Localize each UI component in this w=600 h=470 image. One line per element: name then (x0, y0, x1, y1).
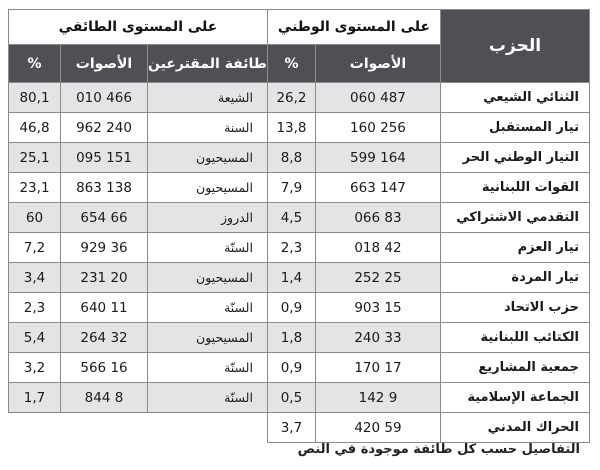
sect-cell: المسيحيون (148, 323, 268, 353)
national-percent-cell: 26,2 (267, 83, 315, 113)
sectarian-votes-cell: 466 010 (61, 83, 148, 113)
sectarian-percent-cell: 23,1 (9, 173, 61, 203)
party-column-header: الحزب (440, 10, 589, 83)
national-votes-header: الأصوات (315, 45, 440, 83)
sectarian-votes-cell: 66 654 (61, 203, 148, 233)
sect-cell: السنّة (148, 353, 268, 383)
sect-cell: المسيحيون (148, 143, 268, 173)
national-votes-cell: 487 060 (315, 83, 440, 113)
table-row (9, 353, 590, 383)
sectarian-percent-cell: 7,2 (9, 233, 61, 263)
sect-cell: المسيحيون (148, 263, 268, 293)
sect-cell: السنة (148, 113, 268, 143)
party-name-cell: الثنائي الشيعي (440, 83, 589, 113)
party-name-cell: الكتائب اللبنانية (440, 323, 589, 353)
national-votes-cell: 59 420 (315, 413, 440, 443)
table-row (9, 323, 590, 353)
party-name-cell: تيار المردة (440, 263, 589, 293)
table-row (9, 293, 590, 323)
national-level-header: على المستوى الوطني (267, 10, 440, 45)
table-row (9, 173, 590, 203)
sect-cell (148, 413, 268, 443)
party-name-cell: الجماعة الإسلامية (440, 383, 589, 413)
table-row (9, 413, 590, 443)
party-name-cell: تيار المستقبل (440, 113, 589, 143)
sectarian-votes-cell (61, 413, 148, 443)
table-row (9, 143, 590, 173)
sect-cell: السنّة (148, 233, 268, 263)
sect-cell: الشيعة (148, 83, 268, 113)
national-percent-cell: 0,9 (267, 293, 315, 323)
national-percent-cell: 2,3 (267, 233, 315, 263)
sectarian-percent-cell: 5,4 (9, 323, 61, 353)
sect-cell: المسيحيون (148, 173, 268, 203)
sectarian-percent-cell: 60 (9, 203, 61, 233)
results-table (8, 9, 590, 443)
sectarian-votes-cell: 36 929 (61, 233, 148, 263)
sect-cell: السنّة (148, 383, 268, 413)
national-percent-cell: 1,4 (267, 263, 315, 293)
sectarian-percent-cell (9, 413, 61, 443)
table-row (9, 113, 590, 143)
sectarian-votes-header: الأصوات (61, 45, 148, 83)
party-name-cell: حزب الاتحاد (440, 293, 589, 323)
table-row (9, 233, 590, 263)
sectarian-votes-cell: 32 264 (61, 323, 148, 353)
sectarian-votes-cell: 151 095 (61, 143, 148, 173)
national-votes-cell: 256 160 (315, 113, 440, 143)
sectarian-votes-cell: 8 844 (61, 383, 148, 413)
table-row (9, 203, 590, 233)
sectarian-votes-cell: 20 231 (61, 263, 148, 293)
sectarian-percent-cell: 2,3 (9, 293, 61, 323)
sectarian-votes-cell: 138 863 (61, 173, 148, 203)
national-votes-cell: 17 170 (315, 353, 440, 383)
results-body (9, 83, 590, 443)
national-votes-cell: 147 663 (315, 173, 440, 203)
national-votes-cell: 42 018 (315, 233, 440, 263)
sectarian-percent-cell: 3,2 (9, 353, 61, 383)
national-percent-cell: 8,8 (267, 143, 315, 173)
sectarian-percent-cell: 80,1 (9, 83, 61, 113)
national-percent-cell: 3,7 (267, 413, 315, 443)
sectarian-percent-cell: 1,7 (9, 383, 61, 413)
party-name-cell: القوات اللبنانية (440, 173, 589, 203)
sect-cell: الدروز (148, 203, 268, 233)
national-percent-header: % (267, 45, 315, 83)
national-votes-cell: 164 599 (315, 143, 440, 173)
party-name-cell: الحراك المدني (440, 413, 589, 443)
national-percent-cell: 0,5 (267, 383, 315, 413)
sect-header: طائفة المقترعين (148, 45, 268, 83)
sectarian-percent-cell: 3,4 (9, 263, 61, 293)
footnote: التفاصيل حسب كل طائفة موجودة في النص (297, 442, 580, 457)
table-row (9, 383, 590, 413)
national-votes-cell: 15 903 (315, 293, 440, 323)
sectarian-votes-cell: 240 962 (61, 113, 148, 143)
sect-cell: السنّة (148, 293, 268, 323)
national-percent-cell: 4,5 (267, 203, 315, 233)
party-name-cell: التيار الوطني الحر (440, 143, 589, 173)
sectarian-level-header: على المستوى الطائفي (9, 10, 268, 45)
party-name-cell: جمعية المشاريع (440, 353, 589, 383)
party-name-cell: التقدمي الاشتراكي (440, 203, 589, 233)
table-row (9, 263, 590, 293)
national-percent-cell: 13,8 (267, 113, 315, 143)
national-percent-cell: 1,8 (267, 323, 315, 353)
national-percent-cell: 7,9 (267, 173, 315, 203)
national-votes-cell: 33 240 (315, 323, 440, 353)
sectarian-votes-cell: 11 640 (61, 293, 148, 323)
national-votes-cell: 9 142 (315, 383, 440, 413)
sectarian-percent-cell: 25,1 (9, 143, 61, 173)
party-name-cell: تيار العزم (440, 233, 589, 263)
national-votes-cell: 25 252 (315, 263, 440, 293)
table-row (9, 83, 590, 113)
national-percent-cell: 0,9 (267, 353, 315, 383)
sectarian-votes-cell: 16 566 (61, 353, 148, 383)
sectarian-percent-header: % (9, 45, 61, 83)
national-votes-cell: 83 066 (315, 203, 440, 233)
sectarian-percent-cell: 46,8 (9, 113, 61, 143)
